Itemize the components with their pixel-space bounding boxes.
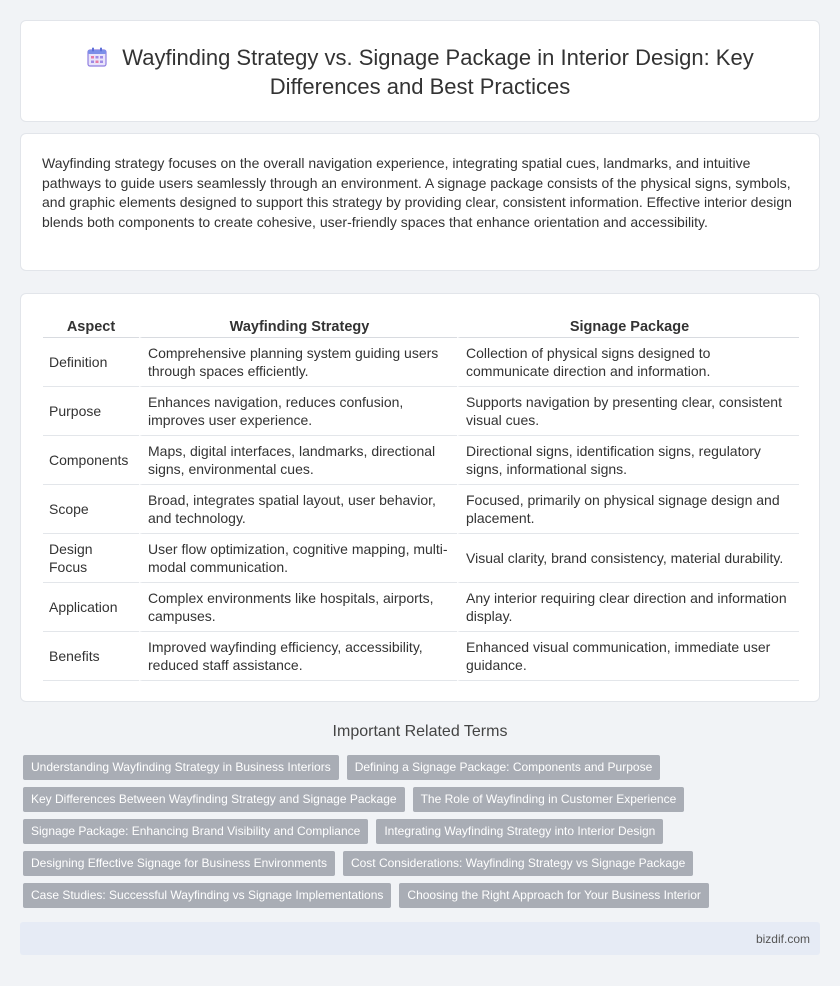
- table-row: [43, 338, 799, 387]
- cell-aspect: Purpose: [43, 387, 139, 436]
- page-title-row: [21, 43, 819, 101]
- cell-aspect: Components: [43, 436, 139, 485]
- page-title: Wayfinding Strategy vs. Signage Package in Interior Design: Key Differences and Best Practices: [122, 45, 754, 99]
- cell-wayfinding: Broad, integrates spatial layout, user behavior, and technology.: [139, 485, 457, 534]
- comparison-card: [20, 293, 820, 702]
- related-terms-list: [23, 755, 823, 915]
- related-term-link[interactable]: Designing Effective Signage for Business Environments: [23, 851, 335, 876]
- cell-aspect: Application: [43, 583, 139, 632]
- related-term-link[interactable]: Cost Considerations: Wayfinding Strategy vs Signage Package: [343, 851, 693, 876]
- header-card: [20, 20, 820, 122]
- cell-aspect: Definition: [43, 338, 139, 387]
- table-header-row: [43, 314, 799, 338]
- cell-wayfinding: Maps, digital interfaces, landmarks, directional signs, environmental cues.: [139, 436, 457, 485]
- intro-paragraph: Wayfinding strategy focuses on the overall navigation experience, integrating spatial cues, landmarks, and intuitive pathways to guide users seamlessly through an environment. A signage package consists of the physical signs, symbols, and graphic elements designed to support this strategy by providing clear, consistent information. Effective interior design blends both components to create cohesive, user-friendly spaces that enhance orientation and accessibility.: [42, 155, 792, 230]
- cell-wayfinding: Comprehensive planning system guiding users through spaces efficiently.: [139, 338, 457, 387]
- table-row: [43, 534, 799, 583]
- comparison-table: [43, 314, 799, 681]
- cell-wayfinding: Complex environments like hospitals, airports, campuses.: [139, 583, 457, 632]
- table-row: [43, 387, 799, 436]
- related-term-link[interactable]: Signage Package: Enhancing Brand Visibility and Compliance: [23, 819, 368, 844]
- cell-signage: Directional signs, identification signs, regulatory signs, informational signs.: [457, 436, 799, 485]
- related-term-link[interactable]: Case Studies: Successful Wayfinding vs Signage Implementations: [23, 883, 391, 908]
- footer-bar: [20, 922, 820, 955]
- cell-signage: Focused, primarily on physical signage design and placement.: [457, 485, 799, 534]
- cell-signage: Enhanced visual communication, immediate user guidance.: [457, 632, 799, 681]
- calendar-grid-icon: [86, 46, 108, 68]
- cell-signage: Visual clarity, brand consistency, material durability.: [457, 534, 799, 583]
- header-signage: Signage Package: [457, 314, 799, 338]
- cell-aspect: Design Focus: [43, 534, 139, 583]
- header-aspect: Aspect: [43, 314, 139, 338]
- site-link[interactable]: bizdif.com: [755, 932, 810, 946]
- related-term-link[interactable]: Key Differences Between Wayfinding Strategy and Signage Package: [23, 787, 405, 812]
- related-term-link[interactable]: Integrating Wayfinding Strategy into Interior Design: [376, 819, 663, 844]
- related-term-link[interactable]: Defining a Signage Package: Components and Purpose: [347, 755, 661, 780]
- related-term-link[interactable]: Choosing the Right Approach for Your Business Interior: [399, 883, 709, 908]
- cell-signage: Collection of physical signs designed to communicate direction and information.: [457, 338, 799, 387]
- cell-signage: Any interior requiring clear direction and information display.: [457, 583, 799, 632]
- cell-signage: Supports navigation by presenting clear, consistent visual cues.: [457, 387, 799, 436]
- table-row: [43, 583, 799, 632]
- table-row: [43, 632, 799, 681]
- cell-wayfinding: Improved wayfinding efficiency, accessibility, reduced staff assistance.: [139, 632, 457, 681]
- related-term-link[interactable]: The Role of Wayfinding in Customer Experience: [413, 787, 685, 812]
- cell-aspect: Benefits: [43, 632, 139, 681]
- related-term-link[interactable]: Understanding Wayfinding Strategy in Business Interiors: [23, 755, 339, 780]
- cell-wayfinding: User flow optimization, cognitive mapping, multi-modal communication.: [139, 534, 457, 583]
- table-row: [43, 485, 799, 534]
- header-wayfinding: Wayfinding Strategy: [139, 314, 457, 338]
- cell-wayfinding: Enhances navigation, reduces confusion, improves user experience.: [139, 387, 457, 436]
- related-terms-heading: Important Related Terms: [332, 723, 508, 740]
- table-row: [43, 436, 799, 485]
- intro-card: [20, 133, 820, 271]
- cell-aspect: Scope: [43, 485, 139, 534]
